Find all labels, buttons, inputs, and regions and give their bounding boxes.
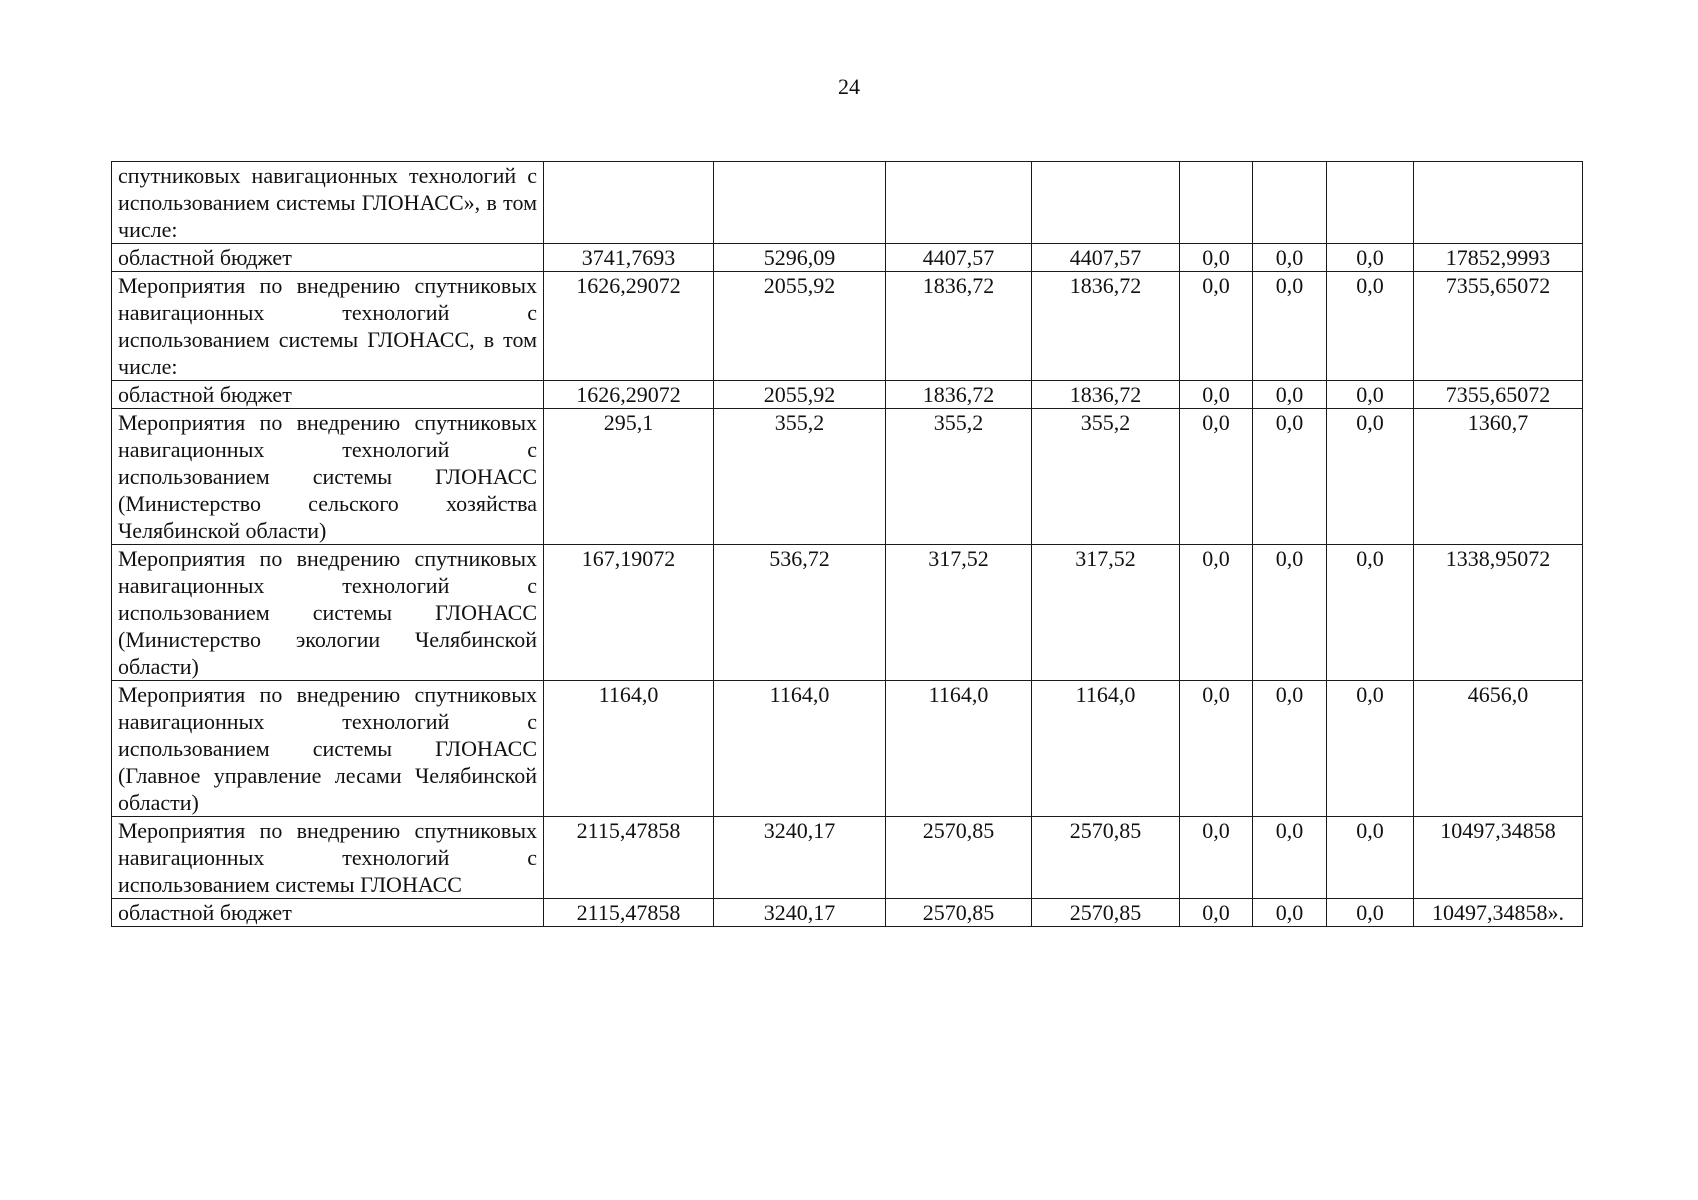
value-cell: 2570,85 <box>886 817 1032 899</box>
row-description: Мероприятия по внедрению спутниковых навигационных технологий с использованием системы ГЛОНАСС (Министерство экологии Челябинской области) <box>112 545 544 681</box>
value-cell: 0,0 <box>1180 381 1253 409</box>
value-cell: 1338,95072 <box>1414 545 1583 681</box>
value-cell: 4656,0 <box>1414 681 1583 817</box>
value-cell: 0,0 <box>1327 381 1414 409</box>
value-cell <box>1180 162 1253 244</box>
row-description: спутниковых навигационных технологий с использованием системы ГЛОНАСС», в том числе: <box>112 162 544 244</box>
value-cell: 0,0 <box>1327 899 1414 927</box>
table-row <box>112 272 1583 381</box>
value-cell: 0,0 <box>1253 409 1327 545</box>
value-cell: 0,0 <box>1253 681 1327 817</box>
table-row <box>112 899 1583 927</box>
value-cell: 0,0 <box>1253 272 1327 381</box>
table-row <box>112 817 1583 899</box>
value-cell: 10497,34858 <box>1414 817 1583 899</box>
value-cell: 295,1 <box>544 409 714 545</box>
value-cell <box>544 162 714 244</box>
value-cell: 1164,0 <box>714 681 886 817</box>
value-cell: 0,0 <box>1253 244 1327 272</box>
value-cell: 1836,72 <box>1032 381 1180 409</box>
value-cell: 355,2 <box>714 409 886 545</box>
value-cell: 1626,29072 <box>544 381 714 409</box>
value-cell: 2570,85 <box>1032 899 1180 927</box>
value-cell: 0,0 <box>1327 244 1414 272</box>
value-cell <box>714 162 886 244</box>
value-cell: 317,52 <box>1032 545 1180 681</box>
value-cell <box>1253 162 1327 244</box>
value-cell: 0,0 <box>1327 817 1414 899</box>
page-number: 24 <box>838 74 860 99</box>
value-cell: 1164,0 <box>1032 681 1180 817</box>
value-cell: 1360,7 <box>1414 409 1583 545</box>
value-cell: 355,2 <box>1032 409 1180 545</box>
value-cell: 0,0 <box>1180 244 1253 272</box>
value-cell <box>1327 162 1414 244</box>
table-row <box>112 162 1583 244</box>
value-cell: 355,2 <box>886 409 1032 545</box>
row-description: областной бюджет <box>112 381 544 409</box>
table-row <box>112 545 1583 681</box>
row-description: областной бюджет <box>112 244 544 272</box>
value-cell: 2570,85 <box>886 899 1032 927</box>
value-cell: 4407,57 <box>886 244 1032 272</box>
value-cell: 1836,72 <box>1032 272 1180 381</box>
row-description: Мероприятия по внедрению спутниковых навигационных технологий с использованием системы ГЛОНАСС <box>112 817 544 899</box>
value-cell: 1164,0 <box>544 681 714 817</box>
value-cell: 7355,65072 <box>1414 272 1583 381</box>
budget-table <box>111 161 1583 927</box>
value-cell: 2115,47858 <box>544 899 714 927</box>
value-cell: 0,0 <box>1180 817 1253 899</box>
value-cell: 2055,92 <box>714 272 886 381</box>
row-description: областной бюджет <box>112 899 544 927</box>
value-cell: 0,0 <box>1327 545 1414 681</box>
value-cell: 1164,0 <box>886 681 1032 817</box>
value-cell: 0,0 <box>1253 817 1327 899</box>
value-cell: 0,0 <box>1327 409 1414 545</box>
table-row <box>112 681 1583 817</box>
value-cell: 3240,17 <box>714 899 886 927</box>
table-row <box>112 381 1583 409</box>
value-cell: 7355,65072 <box>1414 381 1583 409</box>
value-cell: 2055,92 <box>714 381 886 409</box>
value-cell: 536,72 <box>714 545 886 681</box>
value-cell: 17852,9993 <box>1414 244 1583 272</box>
table-row <box>112 409 1583 545</box>
value-cell: 0,0 <box>1327 681 1414 817</box>
value-cell: 0,0 <box>1327 272 1414 381</box>
value-cell: 0,0 <box>1180 899 1253 927</box>
value-cell: 3240,17 <box>714 817 886 899</box>
value-cell: 0,0 <box>1180 409 1253 545</box>
value-cell: 167,19072 <box>544 545 714 681</box>
value-cell: 0,0 <box>1180 681 1253 817</box>
row-description: Мероприятия по внедрению спутниковых навигационных технологий с использованием системы ГЛОНАСС (Министерство сельского хозяйства Челябинской области) <box>112 409 544 545</box>
row-description: Мероприятия по внедрению спутниковых навигационных технологий с использованием системы ГЛОНАСС, в том числе: <box>112 272 544 381</box>
value-cell: 0,0 <box>1180 545 1253 681</box>
value-cell: 4407,57 <box>1032 244 1180 272</box>
value-cell: 1836,72 <box>886 381 1032 409</box>
value-cell: 0,0 <box>1180 272 1253 381</box>
value-cell: 5296,09 <box>714 244 886 272</box>
table-row <box>112 244 1583 272</box>
value-cell: 0,0 <box>1253 545 1327 681</box>
value-cell: 1626,29072 <box>544 272 714 381</box>
value-cell: 0,0 <box>1253 381 1327 409</box>
value-cell: 317,52 <box>886 545 1032 681</box>
value-cell: 2570,85 <box>1032 817 1180 899</box>
value-cell: 0,0 <box>1253 899 1327 927</box>
value-cell: 10497,34858». <box>1414 899 1583 927</box>
value-cell: 1836,72 <box>886 272 1032 381</box>
row-description: Мероприятия по внедрению спутниковых навигационных технологий с использованием системы ГЛОНАСС (Главное управление лесами Челябинской области) <box>112 681 544 817</box>
value-cell: 3741,7693 <box>544 244 714 272</box>
value-cell: 2115,47858 <box>544 817 714 899</box>
value-cell <box>886 162 1032 244</box>
value-cell <box>1032 162 1180 244</box>
value-cell <box>1414 162 1583 244</box>
budget-table-body <box>112 162 1583 927</box>
